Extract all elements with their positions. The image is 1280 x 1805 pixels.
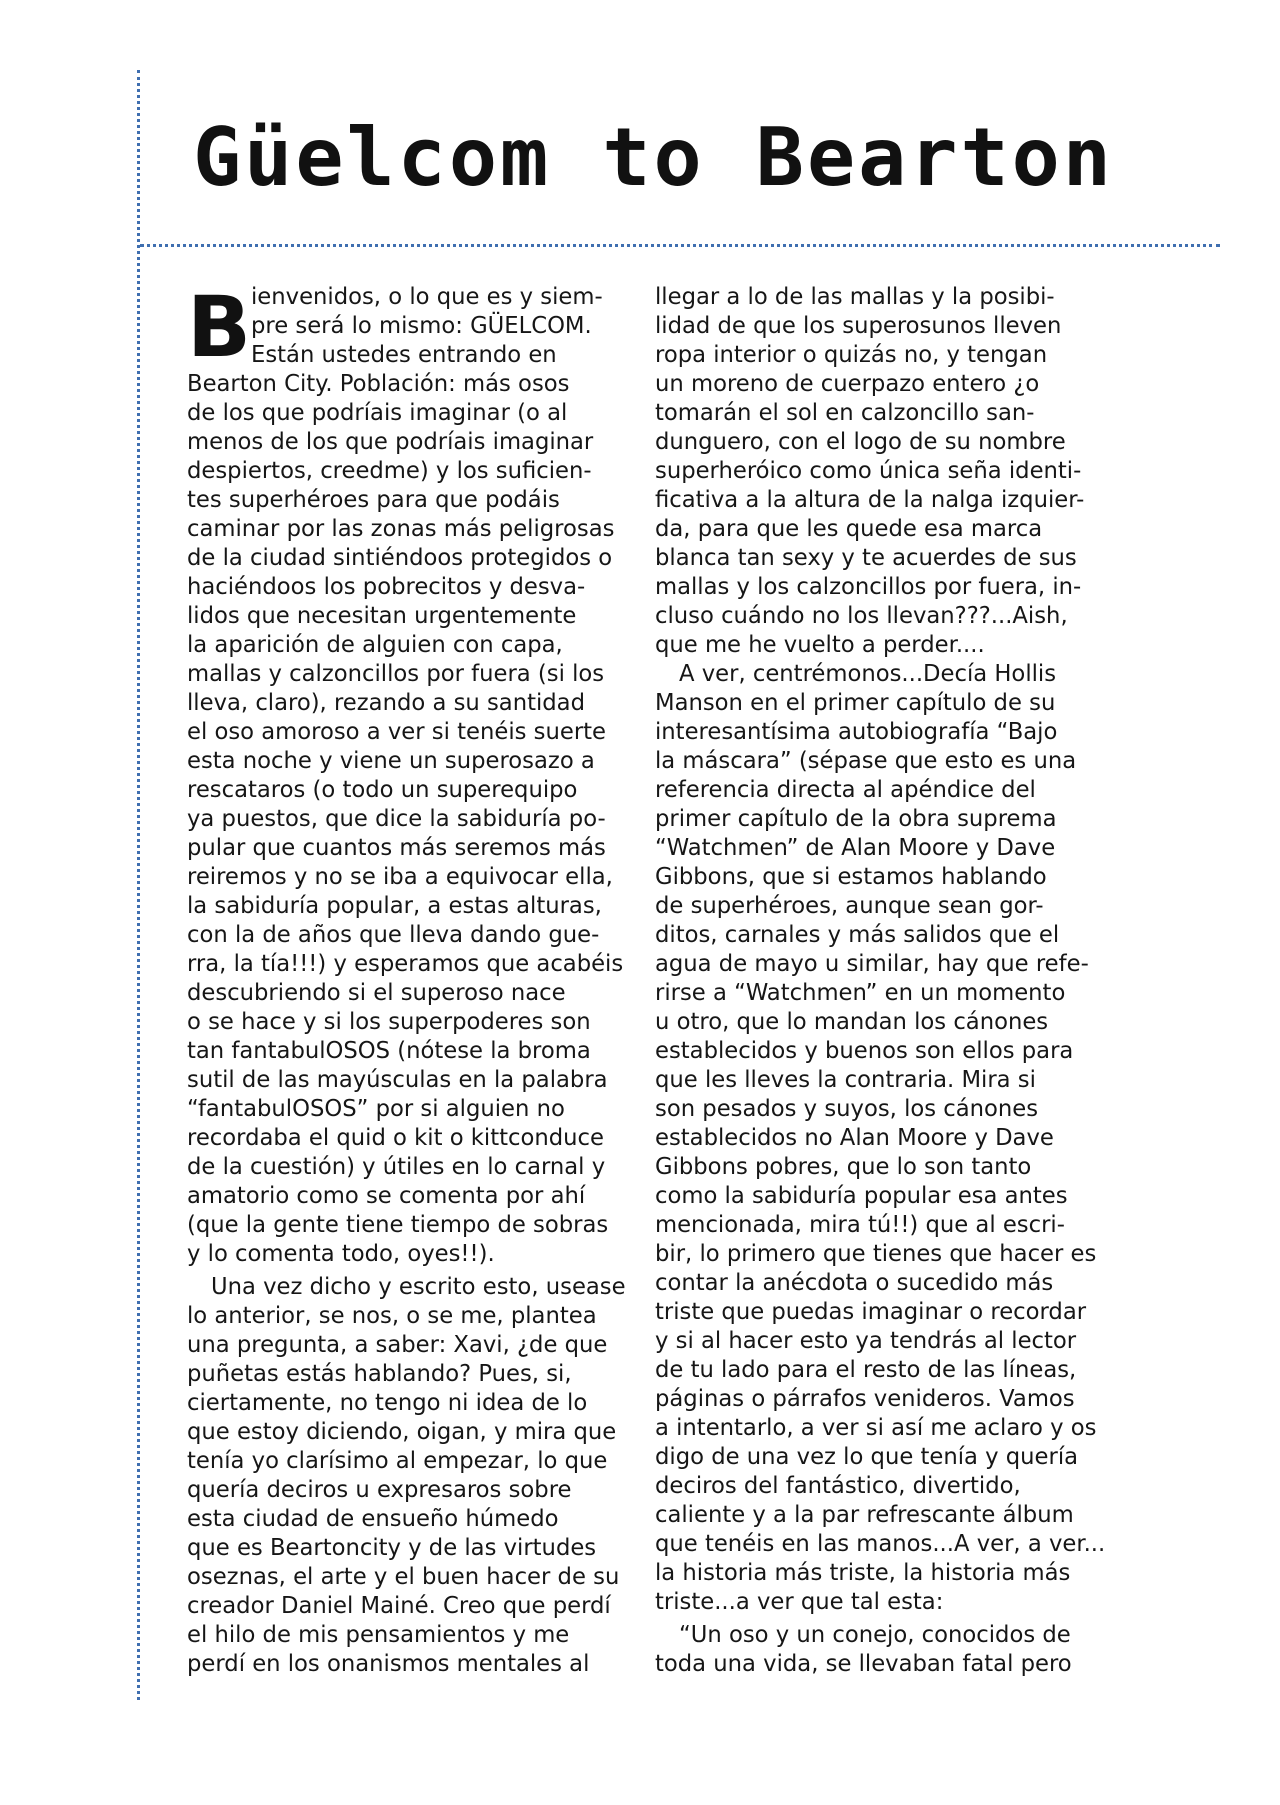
text-line: de tu lado para el resto de las líneas, bbox=[655, 1357, 1077, 1383]
text-line: amatorio como se comenta por ahí bbox=[187, 1183, 586, 1209]
text-line: la sabiduría popular, a estas alturas, bbox=[187, 893, 602, 919]
text-line: dunguero, con el logo de su nombre bbox=[655, 429, 1066, 455]
text-line: Gibbons pobres, que lo son tanto bbox=[655, 1154, 1032, 1180]
text-line: (que la gente tiene tiempo de sobras bbox=[187, 1212, 609, 1238]
text-line: u otro, que lo mandan los cánones bbox=[655, 1009, 1049, 1035]
text-line: lidad de que los superosunos lleven bbox=[655, 313, 1062, 339]
text-line: ya puestos, que dice la sabiduría po- bbox=[187, 806, 606, 832]
paragraph-start-line: “Un oso y un conejo, conocidos de bbox=[679, 1622, 1071, 1648]
text-line: sutil de las mayúsculas en la palabra bbox=[187, 1067, 608, 1093]
text-line: blanca tan sexy y te acuerdes de sus bbox=[655, 545, 1077, 571]
text-line: tan fantabulOSOS (nótese la broma bbox=[187, 1038, 591, 1064]
horizontal-dotted-rule bbox=[140, 244, 1220, 247]
text-line: el hilo de mis pensamientos y me bbox=[187, 1622, 570, 1648]
text-line: triste que puedas imaginar o recordar bbox=[655, 1299, 1087, 1325]
text-line: Gibbons, que si estamos hablando bbox=[655, 864, 1047, 890]
text-line: esta ciudad de ensueño húmedo bbox=[187, 1506, 559, 1532]
text-line: caminar por las zonas más peligrosas bbox=[187, 516, 615, 542]
text-line: de la ciudad sintiéndoos protegidos o bbox=[187, 545, 613, 571]
text-line: cluso cuándo no los llevan???...Aish, bbox=[655, 603, 1068, 629]
text-line: deciros del fantástico, divertido, bbox=[655, 1473, 1021, 1499]
text-line: rra, la tía!!!) y esperamos que acabéis bbox=[187, 951, 624, 977]
text-line: esta noche y viene un superosazo a bbox=[187, 748, 595, 774]
text-line: descubriendo si el superoso nace bbox=[187, 980, 566, 1006]
text-line: mallas y calzoncillos por fuera (si los bbox=[187, 661, 605, 687]
text-line: o se hace y si los superpoderes son bbox=[187, 1009, 591, 1035]
paragraph-start-line: A ver, centrémonos...Decía Hollis bbox=[679, 661, 1057, 687]
text-line: la aparición de alguien con capa, bbox=[187, 632, 563, 658]
text-line: ditos, carnales y más salidos que el bbox=[655, 922, 1060, 948]
text-line: toda una vida, se llevaban fatal pero bbox=[655, 1651, 1072, 1677]
text-line: que tenéis en las manos...A ver, a ver... bbox=[655, 1531, 1106, 1557]
text-line: ropa interior o quizás no, y tengan bbox=[655, 342, 1048, 368]
text-line: que les lleves la contraria. Mira si bbox=[655, 1067, 1036, 1093]
text-line: quería deciros u expresaros sobre bbox=[187, 1477, 572, 1503]
text-line: pre será lo mismo: GÜELCOM. bbox=[251, 313, 592, 339]
text-line: páginas o párrafos venideros. Vamos bbox=[655, 1386, 1075, 1412]
text-line: lo anterior, se nos, o se me, plantea bbox=[187, 1303, 597, 1329]
text-line: menos de los que podríais imaginar bbox=[187, 429, 594, 455]
text-line: y lo comenta todo, oyes!!). bbox=[187, 1241, 495, 1267]
drop-cap: B bbox=[187, 278, 252, 376]
text-line: triste...a ver que tal esta: bbox=[655, 1589, 944, 1615]
text-line: agua de mayo u similar, hay que refe- bbox=[655, 951, 1089, 977]
text-line: recordaba el quid o kit o kittconduce bbox=[187, 1125, 604, 1151]
text-line: de superhéroes, aunque sean gor- bbox=[655, 893, 1044, 919]
text-line: a intentarlo, a ver si así me aclaro y os bbox=[655, 1415, 1097, 1441]
text-line: con la de años que lleva dando gue- bbox=[187, 922, 600, 948]
text-line: caliente y a la par refrescante álbum bbox=[655, 1502, 1074, 1528]
text-line: mencionada, mira tú!!) que al escri- bbox=[655, 1212, 1065, 1238]
vertical-dotted-rule bbox=[137, 70, 140, 1700]
text-line: contar la anécdota o sucedido más bbox=[655, 1270, 1054, 1296]
text-line: Manson en el primer capítulo de su bbox=[655, 690, 1056, 716]
text-line: Están ustedes entrando en bbox=[251, 342, 557, 368]
text-line: puñetas estás hablando? Pues, si, bbox=[187, 1361, 572, 1387]
text-line: superheróico como única seña identi- bbox=[655, 458, 1082, 484]
left-column bbox=[187, 278, 637, 1679]
text-line: referencia directa al apéndice del bbox=[655, 777, 1036, 803]
text-line: haciéndoos los pobrecitos y desva- bbox=[187, 574, 586, 600]
text-line: da, para que les quede esa marca bbox=[655, 516, 1043, 542]
text-line: que es Beartoncity y de las virtudes bbox=[187, 1535, 597, 1561]
text-line: establecidos no Alan Moore y Dave bbox=[655, 1125, 1054, 1151]
text-line: pular que cuantos más seremos más bbox=[187, 835, 606, 861]
text-line: son pesados y suyos, los cánones bbox=[655, 1096, 1039, 1122]
text-line: una pregunta, a saber: Xavi, ¿de que bbox=[187, 1332, 608, 1358]
text-line: perdí en los onanismos mentales al bbox=[187, 1651, 590, 1677]
text-line: llegar a lo de las mallas y la posibi- bbox=[655, 284, 1055, 310]
text-line: el oso amoroso a ver si tenéis suerte bbox=[187, 719, 607, 745]
text-line: bir, lo primero que tienes que hacer es bbox=[655, 1241, 1097, 1267]
text-line: ienvenidos, o lo que es y siem- bbox=[251, 284, 603, 310]
page-title: Güelcom to Bearton bbox=[193, 111, 1114, 204]
text-line: interesantísima autobiografía “Bajo bbox=[655, 719, 1058, 745]
text-line: lleva, claro), rezando a su santidad bbox=[187, 690, 585, 716]
text-line: establecidos y buenos son ellos para bbox=[655, 1038, 1074, 1064]
text-line: “Watchmen” de Alan Moore y Dave bbox=[655, 835, 1056, 861]
text-line: digo de una vez lo que tenía y quería bbox=[655, 1444, 1079, 1470]
text-line: rirse a “Watchmen” en un momento bbox=[655, 980, 1066, 1006]
text-line: oseznas, el arte y el buen hacer de su bbox=[187, 1564, 620, 1590]
paragraph-start-line: Una vez dicho y escrito esto, usease bbox=[211, 1274, 626, 1300]
text-line: como la sabiduría popular esa antes bbox=[655, 1183, 1068, 1209]
text-line: un moreno de cuerpazo entero ¿o bbox=[655, 371, 1040, 397]
text-line: despiertos, creedme) y los suficien- bbox=[187, 458, 592, 484]
text-line: Bearton City. Población: más osos bbox=[187, 371, 570, 397]
text-line: tes superhéroes para que podáis bbox=[187, 487, 560, 513]
text-line: la máscara” (sépase que esto es una bbox=[655, 748, 1077, 774]
text-line: primer capítulo de la obra suprema bbox=[655, 806, 1057, 832]
text-line: “fantabulOSOS” por si alguien no bbox=[187, 1096, 565, 1122]
text-line: creador Daniel Mainé. Creo que perdí bbox=[187, 1593, 611, 1619]
text-line: la historia más triste, la historia más bbox=[655, 1560, 1071, 1586]
text-line: de los que podríais imaginar (o al bbox=[187, 400, 568, 426]
text-line: y si al hacer esto ya tendrás al lector bbox=[655, 1328, 1077, 1354]
text-line: tenía yo clarísimo al empezar, lo que bbox=[187, 1448, 608, 1474]
text-line: que me he vuelto a perder.... bbox=[655, 632, 985, 658]
right-column bbox=[655, 283, 1110, 1679]
text-line: que estoy diciendo, oigan, y mira que bbox=[187, 1419, 617, 1445]
text-line: de la cuestión) y útiles en lo carnal y bbox=[187, 1154, 606, 1180]
text-line: lidos que necesitan urgentemente bbox=[187, 603, 577, 629]
text-line: reiremos y no se iba a equivocar ella, bbox=[187, 864, 613, 890]
text-line: tomarán el sol en calzoncillo san- bbox=[655, 400, 1035, 426]
text-line: rescataros (o todo un superequipo bbox=[187, 777, 578, 803]
text-line: ciertamente, no tengo ni idea de lo bbox=[187, 1390, 588, 1416]
text-line: mallas y los calzoncillos por fuera, in- bbox=[655, 574, 1082, 600]
text-line: ficativa a la altura de la nalga izquier- bbox=[655, 487, 1085, 513]
